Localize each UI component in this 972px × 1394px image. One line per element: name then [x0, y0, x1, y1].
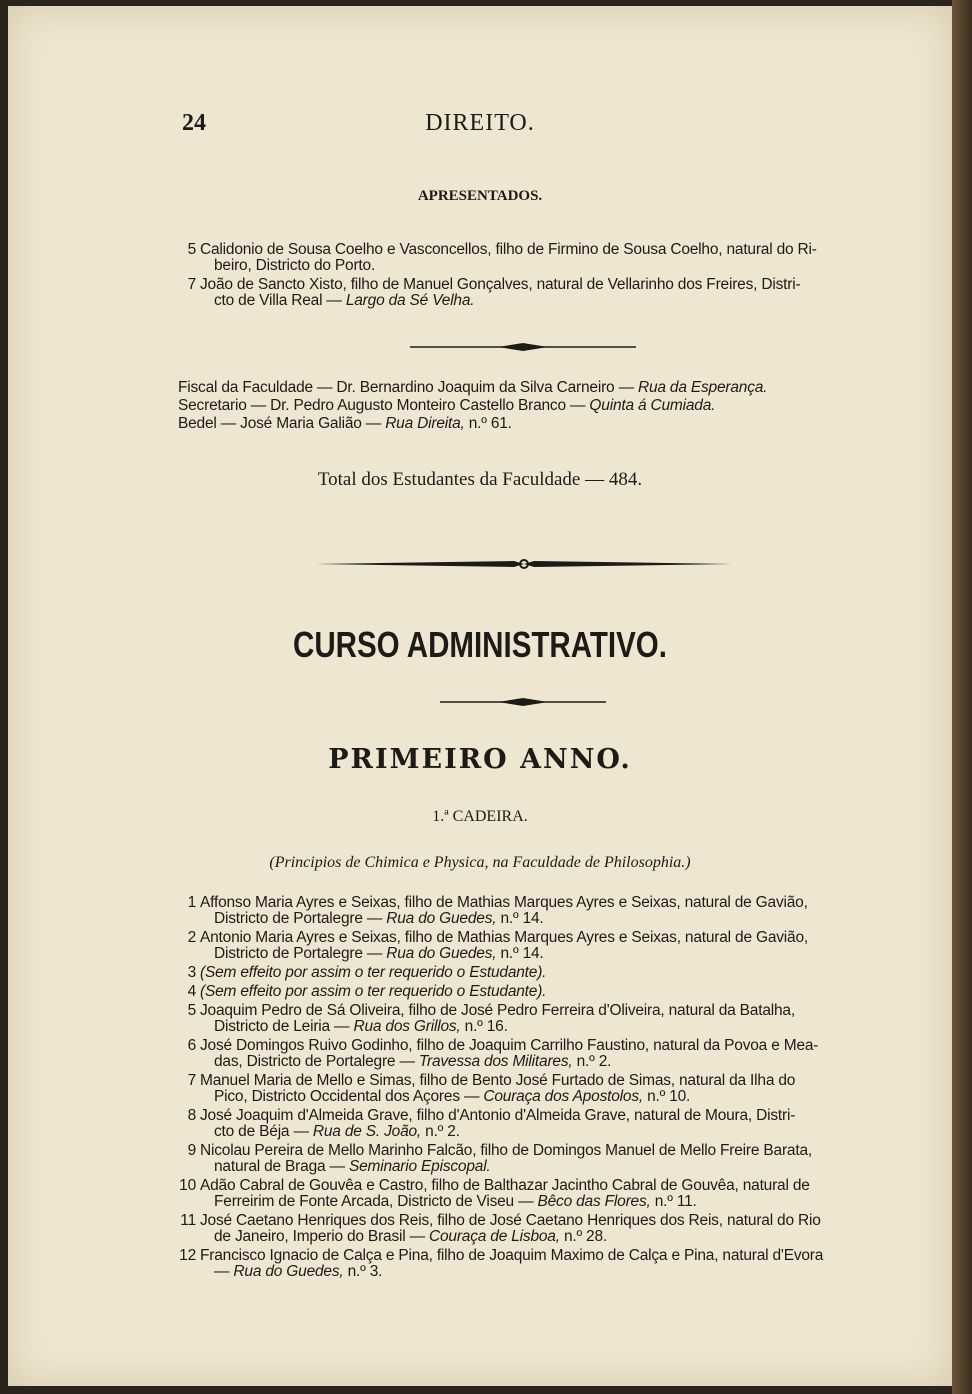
entry-line-2: de Janeiro, Imperio do Brasil — — [214, 1228, 425, 1245]
entry-house-number: n.º 14. — [500, 910, 544, 927]
list-item — [178, 242, 872, 274]
entry-number: 11 — [180, 1212, 196, 1229]
entry-line-2: Districto de Portalegre — — [214, 910, 383, 927]
apresentados-heading: APRESENTADOS. — [417, 188, 543, 204]
list-item — [178, 1143, 872, 1175]
officer-fiscal: Fiscal da Faculdade — Dr. Bernardino Joaquim da Silva Carneiro — Rua da Esperança. — [178, 379, 768, 396]
entry-line-2: natural de Braga — — [214, 1158, 345, 1175]
entry-house-number: n.º 10. — [647, 1088, 691, 1105]
entry-address: Rua do Guedes, — [233, 1263, 344, 1280]
list-item — [178, 277, 872, 309]
entry-line-1: José Domingos Ruivo Godinho, filho de Joaquim Carrilho Faustino, natural da Povoa e Mea- — [200, 1037, 819, 1054]
entry-address: Rua do Guedes, — [386, 910, 497, 927]
running-title: DIREITO. — [425, 110, 535, 136]
entry-line-2: cto de Villa Real — — [214, 292, 342, 309]
list-item — [178, 1038, 872, 1070]
entry-address: Couraça dos Apostolos, — [483, 1088, 643, 1105]
list-item — [178, 984, 872, 1000]
page-header — [8, 110, 952, 140]
entry-address: Couraça de Lisboa, — [429, 1228, 560, 1245]
officer-secretario: Secretario — Dr. Pedro Augusto Monteiro Castello Branco — Quinta á Cumiada. — [178, 397, 716, 414]
list-item — [178, 1178, 872, 1210]
entry-line-1: Joaquim Pedro de Sá Oliveira, filho de José Pedro Ferreira d'Oliveira, natural da Batalha, — [200, 1002, 795, 1019]
entry-line-1: Francisco Ignacio de Calça e Pina, filho de Joaquim Maximo de Calça e Pina, natural d'Evora — [200, 1247, 824, 1264]
entry-number: 5 — [187, 241, 196, 258]
entry-line-2: Pico, Districto Occidental dos Açores — — [214, 1088, 480, 1105]
entry-line-1: (Sem effeito por assim o ter requerido o Estudante). — [200, 983, 547, 1000]
entry-number: 1 — [187, 894, 196, 911]
entry-house-number: n.º 3. — [347, 1263, 383, 1280]
entry-line-1: (Sem effeito por assim o ter requerido o Estudante). — [200, 964, 547, 981]
entry-address: Largo da Sé Velha. — [345, 292, 475, 309]
entry-line-1: Adão Cabral de Gouvêa e Castro, filho de Balthazar Jacintho Cabral de Gouvêa, natural de — [200, 1177, 810, 1194]
entry-house-number: n.º 2. — [425, 1123, 460, 1140]
entry-line-2: cto de Béja — — [214, 1123, 309, 1140]
book-edge — [952, 0, 972, 1394]
entry-line-1: José Joaquim d'Almeida Grave, filho d'Antonio d'Almeida Grave, natural de Moura, Distri- — [200, 1107, 796, 1124]
entry-house-number: n.º 2. — [576, 1053, 612, 1070]
entry-number: 12 — [179, 1247, 196, 1264]
students-list — [178, 895, 872, 1283]
entry-line-1: João de Sancto Xisto, filho de Manuel Gonçalves, natural de Vellarinho dos Freires, Distri- — [200, 276, 801, 293]
entry-line-2: Districto de Leiria — — [214, 1018, 350, 1035]
entry-address: Rua do Guedes, — [386, 945, 497, 962]
list-item — [178, 965, 872, 981]
entry-line-1: Manuel Maria de Mello e Simas, filho de Bento José Furtado de Simas, natural da Ilha do — [200, 1072, 796, 1089]
entry-number: 4 — [187, 983, 196, 1000]
list-item — [178, 1003, 872, 1035]
list-item — [178, 930, 872, 962]
total-students: Total dos Estudantes da Faculdade — 484. — [317, 469, 643, 490]
page-number: 24 — [182, 110, 206, 136]
entry-house-number: n.º 28. — [563, 1228, 607, 1245]
entry-line-1: Antonio Maria Ayres e Seixas, filho de Mathias Marques Ayres e Seixas, natural de Gavião, — [200, 929, 808, 946]
list-item — [178, 1108, 872, 1140]
section-divider-ornament — [408, 340, 638, 354]
list-item — [178, 1073, 872, 1105]
entry-number: 3 — [187, 964, 196, 981]
entry-house-number: n.º 16. — [464, 1018, 508, 1035]
entry-number: 7 — [187, 1072, 196, 1089]
major-divider-ornament — [314, 556, 734, 572]
entry-line-1: Nicolau Pereira de Mello Marinho Falcão, filho de Domingos Manuel de Mello Freire Barata, — [200, 1142, 812, 1159]
list-item — [178, 1248, 872, 1280]
entry-line-1: Calidonio de Sousa Coelho e Vasconcellos, filho de Firmino de Sousa Coelho, natural do Ri- — [200, 241, 817, 258]
list-item — [178, 895, 872, 927]
entry-house-number: n.º 14. — [500, 945, 544, 962]
list-item — [178, 1213, 872, 1245]
entry-number: 6 — [187, 1037, 196, 1054]
entry-line-1: José Caetano Henriques dos Reis, filho de José Caetano Henriques dos Reis, natural do Rio — [200, 1212, 821, 1229]
entry-number: 7 — [187, 276, 196, 293]
entry-line-2: Districto de Portalegre — — [214, 945, 383, 962]
entry-house-number: n.º 11. — [654, 1193, 697, 1210]
entry-address: Rua dos Grillos, — [353, 1018, 461, 1035]
entry-number: 2 — [187, 929, 196, 946]
entry-line-2: beiro, Districto do Porto. — [214, 257, 376, 274]
entry-line-2: das, Districto de Portalegre — — [214, 1053, 415, 1070]
subject-heading: (Principios de Chimica e Physica, na Faculdade de Philosophia.) — [269, 854, 691, 871]
entry-number: 5 — [187, 1002, 196, 1019]
course-title: CURSO ADMINISTRATIVO. — [293, 624, 667, 665]
entry-number: 8 — [187, 1107, 196, 1124]
entry-address: Rua de S. João, — [312, 1123, 422, 1140]
entry-address: Seminario Episcopal. — [348, 1158, 491, 1175]
apresentados-list — [178, 242, 872, 312]
faculty-officers — [178, 379, 878, 433]
year-title: PRIMEIRO ANNO. — [328, 744, 632, 775]
entry-address: Bêco das Flores, — [537, 1193, 651, 1210]
entry-address: Travessa dos Militares, — [418, 1053, 573, 1070]
cadeira-heading: 1.ª CADEIRA. — [432, 808, 528, 825]
course-divider-ornament — [438, 696, 608, 708]
entry-line-1: Affonso Maria Ayres e Seixas, filho de Mathias Marques Ayres e Seixas, natural de Gavião, — [200, 894, 808, 911]
entry-line-2: Ferreirim de Fonte Arcada, Districto de Viseu — — [214, 1193, 534, 1210]
entry-line-2: — — [214, 1263, 230, 1280]
entry-number: 9 — [187, 1142, 196, 1159]
document-page — [8, 6, 952, 1386]
officer-bedel: Bedel — José Maria Galião — Rua Direita, n.º 61. — [178, 415, 512, 432]
entry-number: 10 — [179, 1177, 196, 1194]
